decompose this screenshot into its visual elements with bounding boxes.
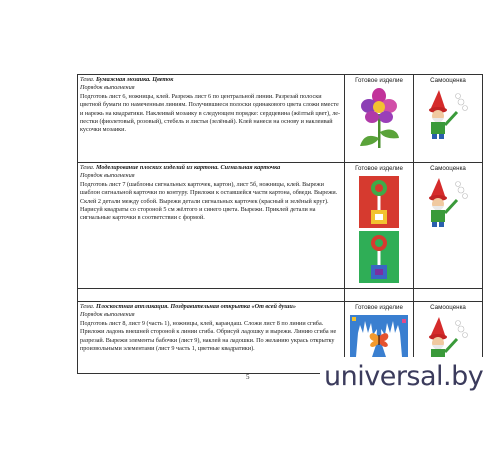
ready-product-header: Готовое изделие: [355, 77, 403, 84]
self-assessment-cell-1: [414, 75, 483, 163]
task-row-2: [78, 163, 483, 289]
task-text-1: [78, 75, 345, 163]
topic-prefix: Тема.: [80, 303, 95, 310]
task-body: Подготовь лист 7 (шаблоны сигнальных карточек, картон), лист 5б, ножницы, клей. Вырежи шаблон сигнальной карточки по контуру. Приложи к оставшейся части картона, обведи. Вырежи. Склей 2 детали между собой. Вырежи детали сигнальных карточек (красный и зелёный круг). Нарисуй квадраты со стороной 5 см жёлтого и синего цвета. Вырежи. Приклей детали на сигнальные карточки в соответствии с формой.: [80, 180, 338, 222]
task-body: Подготовь лист 6, ножницы, клей. Разрежь лист 6 по центральной линии. Разрезай полоски цветной бумаги по намеченным линиям. Получившиеся полоски одинакового цвета сложи вместе и нарежь на квадратики. Наклеивай мозаику в следующем порядке: сердцевина (жёлтый цвет), лепестки (фиолетовый, розовый), стебель и листья (зелёный). Клей нанеси на основу и наклеивай кусочки мозаики.: [80, 92, 341, 134]
page-number: 5: [246, 373, 250, 381]
greeting-card-image: [350, 315, 408, 359]
topic-prefix: Тема.: [80, 164, 95, 171]
self-assessment-cell-2: [414, 163, 483, 289]
task-text-2: [78, 163, 345, 289]
ready-product-cell-1: [345, 75, 414, 163]
table-gap: [78, 289, 483, 302]
self-assessment-header: Самооценка: [430, 304, 466, 311]
gnome-pointer-image: [425, 88, 471, 140]
self-assessment-header: Самооценка: [430, 165, 466, 172]
signal-card-green-image: [359, 176, 399, 228]
order-heading: Порядок выполнения: [80, 172, 135, 180]
ready-product-header: Готовое изделие: [355, 165, 403, 172]
task-table: [77, 74, 483, 374]
self-assessment-header: Самооценка: [430, 77, 466, 84]
signal-card-red-image: [359, 231, 399, 283]
gnome-pointer-image: [425, 176, 471, 228]
topic-title: Плоскостная аппликация. Поздравительная открытка «От всей души»: [95, 303, 296, 310]
topic-title: Моделирование плоских изделий из картона. Сигнальная карточка: [95, 164, 281, 171]
ready-product-header: Готовое изделие: [355, 304, 403, 311]
task-body: Подготовь лист 8, лист 9 (часть 1), ножницы, клей, карандаш. Сложи лист 8 по линии сгиба. Приложи ладонь внешней стороной к линии сгиба. Обрисуй ладошку и вырежи. Линию сгиба не разрезай. Вырежи элементы бабочки (лист 9), наклей на ладошки. По желанию укрась открытку произвольными элементами (лист 9 часть 1, цветные квадратики).: [80, 319, 337, 353]
topic-title: Бумажная мозаика. Цветок: [95, 76, 174, 83]
ready-product-cell-2: [345, 163, 414, 289]
order-heading: Порядок выполнения: [80, 311, 135, 319]
task-row-1: [78, 75, 483, 163]
watermark-logo: universal.by: [320, 357, 490, 397]
task-text-3: [78, 302, 345, 374]
topic-prefix: Тема.: [80, 76, 95, 83]
order-heading: Порядок выполнения: [80, 84, 135, 92]
flower-mosaic-image: [358, 88, 400, 150]
